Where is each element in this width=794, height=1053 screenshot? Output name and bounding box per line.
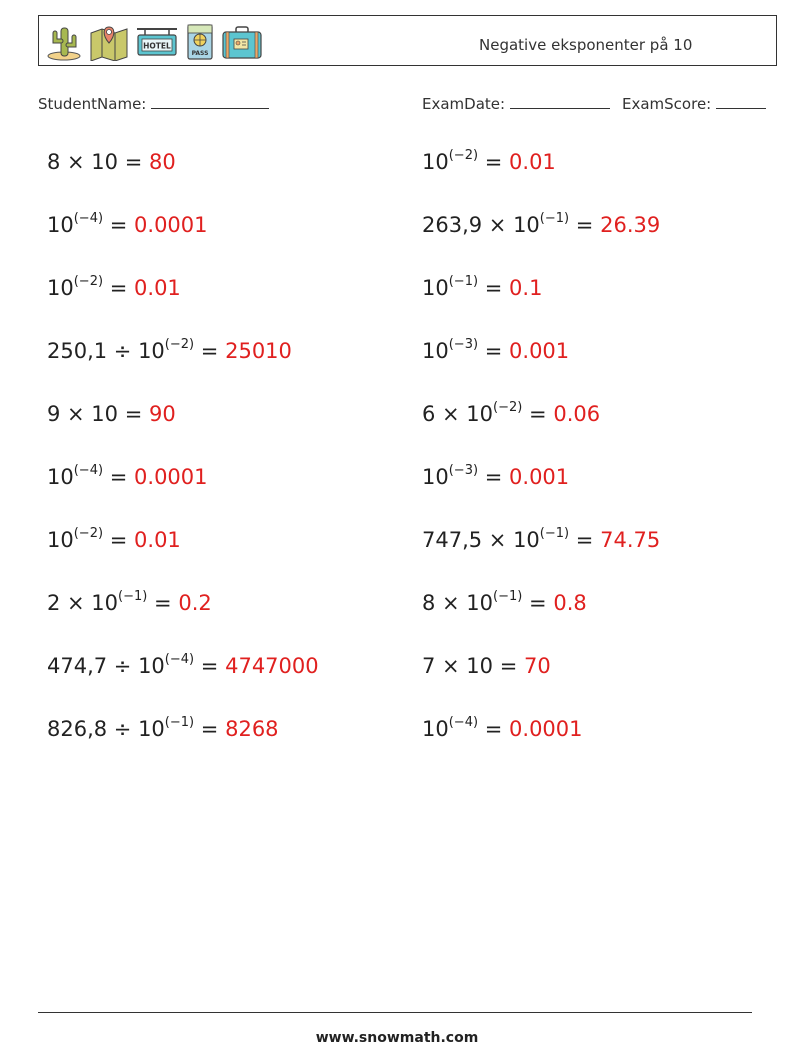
equals-sign: = bbox=[484, 150, 503, 174]
worksheet-title: Negative eksponenter på 10 bbox=[479, 36, 693, 54]
exam-date-label: ExamDate: bbox=[422, 95, 506, 113]
exam-score-field bbox=[622, 94, 766, 113]
problem-item bbox=[422, 591, 587, 615]
problem-item bbox=[422, 654, 551, 678]
problem-exponent: (−2) bbox=[164, 337, 195, 352]
problem-answer: 74.75 bbox=[600, 528, 661, 552]
problem-item bbox=[47, 528, 181, 552]
problem-answer: 0.01 bbox=[134, 528, 181, 552]
problem-expression: 10 bbox=[47, 465, 74, 489]
problem-exponent: (−4) bbox=[73, 463, 104, 478]
equals-sign: = bbox=[124, 150, 143, 174]
problem-expression: 10 bbox=[422, 150, 449, 174]
problem-expression: 263,9 × 10 bbox=[422, 213, 540, 237]
equals-sign: = bbox=[484, 276, 503, 300]
problem-expression: 10 bbox=[422, 339, 449, 363]
problem-exponent: (−3) bbox=[448, 337, 479, 352]
problem-item bbox=[422, 465, 569, 489]
passport-text: PASS bbox=[191, 50, 209, 57]
problem-expression: 747,5 × 10 bbox=[422, 528, 540, 552]
student-name-line bbox=[151, 94, 269, 109]
suitcase-icon bbox=[221, 23, 263, 61]
problem-exponent: (−4) bbox=[73, 211, 104, 226]
equals-sign: = bbox=[109, 276, 128, 300]
equals-sign: = bbox=[154, 591, 172, 615]
problem-expression: 10 bbox=[422, 276, 449, 300]
problem-item bbox=[422, 528, 660, 552]
cactus-icon bbox=[45, 23, 83, 61]
problem-expression: 8 × 10 bbox=[422, 591, 494, 615]
worksheet-header bbox=[38, 15, 777, 66]
problem-expression: 10 bbox=[47, 276, 74, 300]
exam-score-line bbox=[716, 94, 766, 109]
problem-answer: 26.39 bbox=[600, 213, 661, 237]
problem-answer: 80 bbox=[149, 150, 176, 174]
problem-exponent: (−3) bbox=[448, 463, 479, 478]
equals-sign: = bbox=[575, 213, 594, 237]
exam-score-label: ExamScore: bbox=[622, 95, 712, 113]
problem-expression: 6 × 10 bbox=[422, 402, 494, 426]
problem-item bbox=[47, 402, 176, 426]
equals-sign: = bbox=[109, 528, 128, 552]
equals-sign: = bbox=[484, 717, 503, 741]
problem-exponent: (−2) bbox=[493, 400, 523, 415]
equals-sign: = bbox=[529, 402, 547, 426]
problem-expression: 2 × 10 bbox=[47, 591, 119, 615]
problem-exponent: (−1) bbox=[448, 274, 479, 289]
problem-expression: 474,7 ÷ 10 bbox=[47, 654, 165, 678]
equals-sign: = bbox=[200, 717, 219, 741]
problem-answer: 0.06 bbox=[553, 402, 601, 426]
student-name-field bbox=[38, 94, 269, 113]
equals-sign: = bbox=[109, 213, 128, 237]
footer-divider bbox=[38, 1012, 752, 1013]
student-name-label: StudentName: bbox=[38, 95, 147, 113]
problem-answer: 0.1 bbox=[509, 276, 543, 300]
problem-expression: 10 bbox=[422, 717, 449, 741]
problem-item bbox=[422, 213, 660, 237]
footer-url: www.snowmath.com bbox=[315, 1030, 479, 1046]
problem-answer: 0.2 bbox=[178, 591, 212, 615]
problem-item bbox=[47, 465, 208, 489]
problem-item bbox=[47, 213, 208, 237]
problem-item bbox=[47, 150, 176, 174]
exam-date-field bbox=[422, 94, 610, 113]
problem-item bbox=[47, 717, 279, 741]
equals-sign: = bbox=[484, 339, 503, 363]
problem-exponent: (−2) bbox=[73, 526, 104, 541]
problem-expression: 9 × 10 bbox=[47, 402, 119, 426]
problem-answer: 25010 bbox=[225, 339, 292, 363]
problem-exponent: (−2) bbox=[448, 148, 479, 163]
problem-expression: 10 bbox=[422, 465, 449, 489]
problem-exponent: (−4) bbox=[164, 652, 195, 667]
header-icons bbox=[45, 22, 263, 62]
exam-date-line bbox=[510, 94, 610, 109]
equals-sign: = bbox=[575, 528, 594, 552]
equals-sign: = bbox=[529, 591, 547, 615]
problem-item bbox=[47, 591, 212, 615]
problem-item bbox=[422, 402, 600, 426]
problem-exponent: (−1) bbox=[539, 211, 570, 226]
problem-answer: 0.001 bbox=[509, 465, 570, 489]
problem-item bbox=[47, 654, 319, 678]
problem-item bbox=[47, 339, 292, 363]
problem-answer: 4747000 bbox=[225, 654, 319, 678]
problem-answer: 0.0001 bbox=[134, 465, 208, 489]
hotel-sign-icon bbox=[135, 23, 179, 61]
problem-expression: 250,1 ÷ 10 bbox=[47, 339, 165, 363]
problem-exponent: (−1) bbox=[493, 589, 523, 604]
equals-sign: = bbox=[109, 465, 128, 489]
equals-sign: = bbox=[124, 402, 143, 426]
problem-answer: 0.0001 bbox=[134, 213, 208, 237]
passport-icon bbox=[185, 23, 215, 61]
problem-item bbox=[422, 339, 569, 363]
problem-exponent: (−2) bbox=[73, 274, 104, 289]
problem-answer: 8268 bbox=[225, 717, 279, 741]
problem-expression: 7 × 10 bbox=[422, 654, 494, 678]
equals-sign: = bbox=[200, 654, 219, 678]
problem-answer: 0.001 bbox=[509, 339, 570, 363]
problem-answer: 0.01 bbox=[509, 150, 556, 174]
problem-answer: 90 bbox=[149, 402, 176, 426]
problem-item bbox=[47, 276, 181, 300]
problem-item bbox=[422, 276, 542, 300]
map-pin-icon bbox=[89, 23, 129, 61]
problem-expression: 8 × 10 bbox=[47, 150, 119, 174]
equals-sign: = bbox=[499, 654, 518, 678]
problem-item bbox=[422, 717, 583, 741]
hotel-sign-text: HOTEL bbox=[143, 41, 171, 51]
problem-answer: 0.8 bbox=[553, 591, 587, 615]
problem-exponent: (−4) bbox=[448, 715, 479, 730]
problem-answer: 0.01 bbox=[134, 276, 181, 300]
problem-answer: 70 bbox=[524, 654, 551, 678]
problem-expression: 10 bbox=[47, 213, 74, 237]
problem-item bbox=[422, 150, 556, 174]
equals-sign: = bbox=[484, 465, 503, 489]
equals-sign: = bbox=[200, 339, 219, 363]
problem-exponent: (−1) bbox=[118, 589, 148, 604]
problem-exponent: (−1) bbox=[164, 715, 195, 730]
problem-expression: 826,8 ÷ 10 bbox=[47, 717, 165, 741]
problem-exponent: (−1) bbox=[539, 526, 570, 541]
problem-answer: 0.0001 bbox=[509, 717, 583, 741]
problem-expression: 10 bbox=[47, 528, 74, 552]
